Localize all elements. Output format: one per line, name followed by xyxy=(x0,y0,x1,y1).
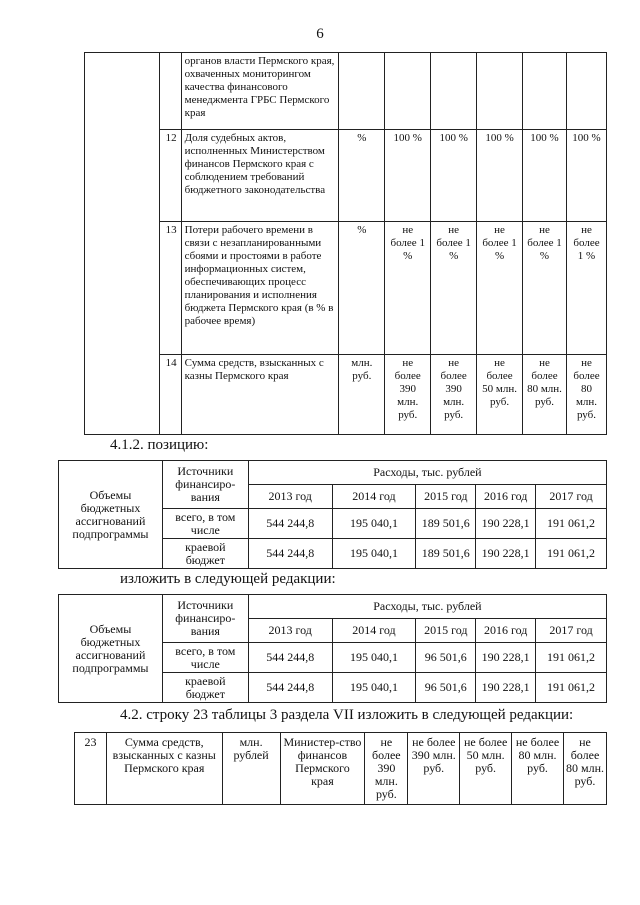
budget-value: 544 244,8 xyxy=(248,539,332,569)
row-number xyxy=(159,53,181,130)
budget-label: Объемы бюджетных ассигнований подпрограммы xyxy=(59,461,163,569)
indicator-unit: млн. рублей xyxy=(222,733,280,805)
indicator-value xyxy=(523,53,567,130)
budget-value: 191 061,2 xyxy=(536,509,607,539)
indicator-value: 100 % xyxy=(523,130,567,222)
table-row xyxy=(75,733,607,805)
page-number: 6 xyxy=(316,26,324,42)
budget-value: 189 501,6 xyxy=(416,509,476,539)
source-name: всего, в том числе xyxy=(162,643,248,673)
responsible-body: Министер-ство финансов Пермского края xyxy=(280,733,365,805)
indicator-value: не более 390 млн. руб. xyxy=(431,355,477,435)
indicator-value: не более 80 млн. руб. xyxy=(566,355,606,435)
row-number: 12 xyxy=(159,130,181,222)
blank-left-cell xyxy=(85,53,160,435)
indicator-value: 100 % xyxy=(431,130,477,222)
indicator-value: не более 80 млн. руб. xyxy=(563,733,606,805)
year-header: 2013 год xyxy=(248,485,332,509)
indicator-value: не более 390 млн. руб. xyxy=(408,733,460,805)
indicators-table xyxy=(84,52,607,435)
indicator-value: не более 50 млн. руб. xyxy=(460,733,512,805)
budget-value: 190 228,1 xyxy=(476,643,536,673)
indicator-value: не более 1 % xyxy=(477,222,523,355)
year-header: 2015 год xyxy=(416,619,476,643)
year-header: 2017 год xyxy=(536,485,607,509)
budget-value: 544 244,8 xyxy=(248,643,332,673)
table-row xyxy=(85,222,607,355)
indicator-name: Доля судебных актов, исполненных Министерством финансов Пермского края с соблюдением требований бюджетного законодательства xyxy=(181,130,339,222)
indicator-name: Потери рабочего времени в связи с незапланированными сбоями и простоями в работе информационных систем, обеспечивающих процесс планирования и исполнения бюджета Пермского края (в % в рабочее время) xyxy=(181,222,339,355)
budget-value: 195 040,1 xyxy=(332,673,416,703)
source-name: всего, в том числе xyxy=(162,509,248,539)
indicator-value: не более 1 % xyxy=(431,222,477,355)
budget-table-old xyxy=(58,460,607,569)
budget-value: 195 040,1 xyxy=(332,509,416,539)
year-header: 2015 год xyxy=(416,485,476,509)
budget-value: 191 061,2 xyxy=(536,539,607,569)
indicator-value: 100 % xyxy=(477,130,523,222)
table-row xyxy=(85,355,607,435)
expenses-header: Расходы, тыс. рублей xyxy=(248,595,606,619)
indicator-unit: % xyxy=(339,130,385,222)
indicator-value: не более 390 млн. руб. xyxy=(365,733,408,805)
year-header: 2014 год xyxy=(332,485,416,509)
budget-table-new xyxy=(58,594,607,703)
paragraph-4-2: 4.2. строку 23 таблицы 3 раздела VII изложить в следующей редакции: xyxy=(120,707,574,723)
year-header: 2017 год xyxy=(536,619,607,643)
indicator-value xyxy=(385,53,431,130)
indicator-value: не более 1 % xyxy=(566,222,606,355)
indicator-unit: млн. руб. xyxy=(339,355,385,435)
indicator-name: Сумма средств, взысканных с казны Пермского края xyxy=(181,355,339,435)
budget-value: 190 228,1 xyxy=(476,539,536,569)
budget-value: 189 501,6 xyxy=(416,539,476,569)
budget-value: 190 228,1 xyxy=(476,509,536,539)
budget-label: Объемы бюджетных ассигнований подпрограммы xyxy=(59,595,163,703)
indicator-unit: % xyxy=(339,222,385,355)
budget-value: 190 228,1 xyxy=(476,673,536,703)
budget-value: 544 244,8 xyxy=(248,509,332,539)
row-number: 13 xyxy=(159,222,181,355)
table-row xyxy=(85,130,607,222)
row-number: 23 xyxy=(75,733,107,805)
indicator-value: не более 50 млн. руб. xyxy=(477,355,523,435)
budget-value: 544 244,8 xyxy=(248,673,332,703)
indicator-name: Сумма средств, взысканных с казны Пермского края xyxy=(106,733,222,805)
indicator-value: 100 % xyxy=(566,130,606,222)
table-row xyxy=(59,595,607,619)
year-header: 2016 год xyxy=(476,485,536,509)
year-header: 2014 год xyxy=(332,619,416,643)
sources-header: Источники финансиро-вания xyxy=(162,461,248,509)
indicator-value: не более 1 % xyxy=(385,222,431,355)
paragraph-4-1-2: 4.1.2. позицию: xyxy=(110,437,209,453)
budget-value: 96 501,6 xyxy=(416,673,476,703)
budget-value: 96 501,6 xyxy=(416,643,476,673)
indicator-value xyxy=(477,53,523,130)
budget-value: 195 040,1 xyxy=(332,539,416,569)
year-header: 2016 год xyxy=(476,619,536,643)
sources-header: Источники финансиро-вания xyxy=(162,595,248,643)
source-name: краевой бюджет xyxy=(162,539,248,569)
indicator-value xyxy=(566,53,606,130)
indicator-value: не более 1 % xyxy=(523,222,567,355)
indicator-value: 100 % xyxy=(385,130,431,222)
year-header: 2013 год xyxy=(248,619,332,643)
table-row xyxy=(85,53,607,130)
budget-value: 191 061,2 xyxy=(536,673,607,703)
indicator-name: органов власти Пермского края, охваченных мониторингом качества финансового менеджмента ГРБС Пермского края xyxy=(181,53,339,130)
budget-value: 195 040,1 xyxy=(332,643,416,673)
budget-value: 191 061,2 xyxy=(536,643,607,673)
indicator-value xyxy=(431,53,477,130)
indicator-value: не более 80 млн. руб. xyxy=(523,355,567,435)
indicator-value: не более 80 млн. руб. xyxy=(512,733,564,805)
table-row xyxy=(59,461,607,485)
row23-table xyxy=(74,732,607,805)
indicator-value: не более 390 млн. руб. xyxy=(385,355,431,435)
expenses-header: Расходы, тыс. рублей xyxy=(248,461,606,485)
source-name: краевой бюджет xyxy=(162,673,248,703)
paragraph-new-edition: изложить в следующей редакции: xyxy=(120,571,336,587)
row-number: 14 xyxy=(159,355,181,435)
indicator-unit xyxy=(339,53,385,130)
